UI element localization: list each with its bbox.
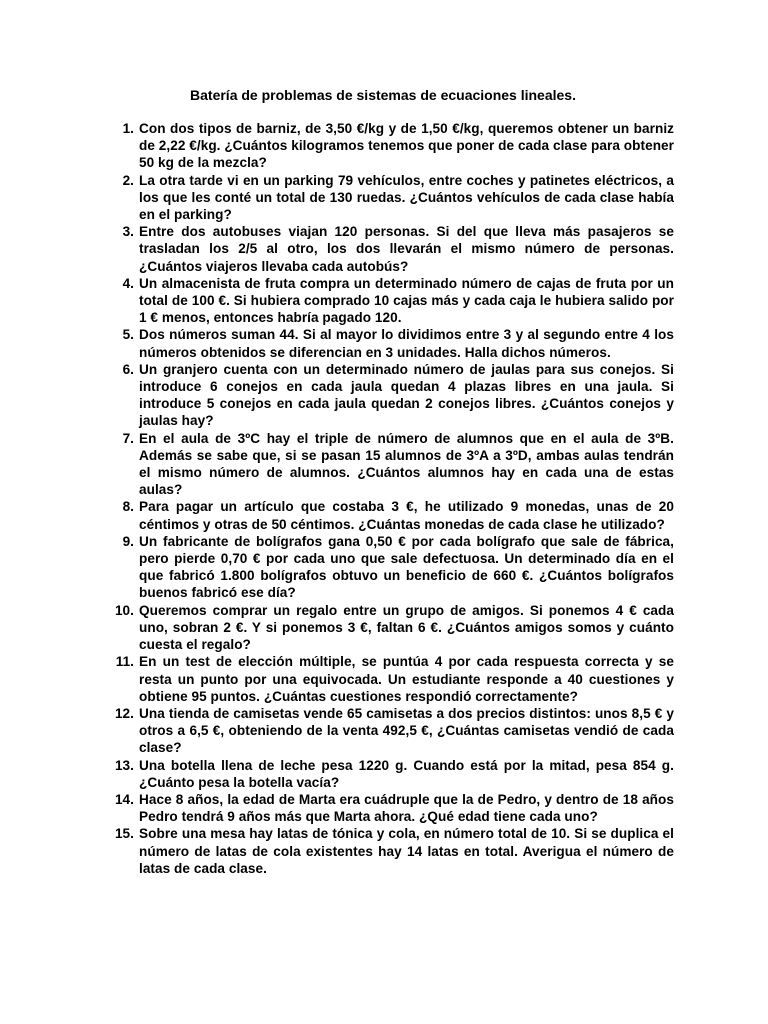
problem-text: Para pagar un artículo que costaba 3 €, he utilizado 9 monedas, unas de 20 céntimos y otras de 50 céntimos. ¿Cuántas monedas de cada clase he utilizado? xyxy=(139,499,674,532)
problem-text: Queremos comprar un regalo entre un grupo de amigos. Si ponemos 4 € cada uno, sobran 2 €. Y si ponemos 3 €, faltan 6 €. ¿Cuántos amigos somos y cuánto cuesta el regalo? xyxy=(139,602,674,653)
document-title xyxy=(0,86,768,104)
problem-number: 1. xyxy=(122,121,134,136)
problem-number: 10. xyxy=(114,602,134,618)
problem-item-2 xyxy=(104,172,674,224)
problem-text: Un fabricante de bolígrafos gana 0,50 € por cada bolígrafo que sale de fábrica, pero pierde 0,70 € por cada uno que sale defectuosa. Un determinado día en el que fabricó 1.800 bolígrafos obtuvo un beneficio de 660 €. ¿Cuántos bolígrafos buenos fabricó ese día? xyxy=(139,533,674,601)
problem-number: 3. xyxy=(122,224,134,240)
problem-text: Un almacenista de fruta compra un determinado número de cajas de fruta por un total de 100 €. Si hubiera comprado 10 cajas más y cada caja le hubiera salido por 1 € menos, entonces habría pagado 120. xyxy=(139,275,674,326)
problem-item-6 xyxy=(104,361,674,430)
problem-text: Sobre una mesa hay latas de tónica y cola, en número total de 10. Si se duplica el número de latas de cola existentes hay 14 latas en total. Averigua el número de latas de cada clase. xyxy=(139,826,674,876)
problem-text: Con dos tipos de barniz, de 3,50 €/kg y de 1,50 €/kg, queremos obtener un barniz de 2,22 €/kg. ¿Cuántos kilogramos tenemos que poner de cada clase para obtener 50 kg de la mezcla? xyxy=(139,121,674,171)
problem-text: Un granjero cuenta con un determinado número de jaulas para sus conejos. Si introduce 6 conejos en cada jaula quedan 4 plazas libres en una jaula. Si introduce 5 conejos en cada jaula quedan 2 conejos libres. ¿Cuántos conejos y jaulas hay? xyxy=(139,361,674,429)
problem-number: 5. xyxy=(122,327,134,343)
problem-text: Dos números suman 44. Si al mayor lo dividimos entre 3 y al segundo entre 4 los números obtenidos se diferencian en 3 unidades. Halla dichos números. xyxy=(139,327,674,360)
problem-number: 6. xyxy=(122,361,134,377)
document-title-text: Batería de problemas de sistemas de ecuaciones lineales. xyxy=(190,87,576,103)
problem-number: 9. xyxy=(122,533,134,549)
problem-item-5 xyxy=(104,326,674,360)
problem-item-11 xyxy=(104,653,674,705)
problem-item-7 xyxy=(104,430,674,499)
problem-item-9 xyxy=(104,533,674,602)
problem-text: La otra tarde vi en un parking 79 vehículos, entre coches y patinetes eléctricos, a los que les conté un total de 130 ruedas. ¿Cuántos vehículos de cada clase había en el parking? xyxy=(139,172,674,223)
problem-item-3 xyxy=(104,223,674,275)
problem-text: Una tienda de camisetas vende 65 camisetas a dos precios distintos: unos 8,5 € y otros a 6,5 €, obteniendo de la venta 492,5 €, ¿Cuántas camisetas vendió de cada clase? xyxy=(139,705,674,756)
problem-text: Una botella llena de leche pesa 1220 g. Cuando está por la mitad, pesa 854 g. ¿Cuánto pesa la botella vacía? xyxy=(139,757,674,790)
problem-number: 11. xyxy=(115,654,134,670)
problem-number: 13. xyxy=(114,757,134,773)
problem-item-14 xyxy=(104,791,674,825)
problem-number: 15. xyxy=(114,826,134,842)
problem-number: 8. xyxy=(122,499,134,515)
problem-number: 12. xyxy=(114,705,134,721)
problem-number: 7. xyxy=(122,430,134,446)
problem-number: 4. xyxy=(122,275,134,291)
problem-item-15 xyxy=(104,825,674,877)
problem-item-10 xyxy=(104,602,674,654)
problem-number: 14. xyxy=(114,791,134,807)
problem-number: 2. xyxy=(122,172,134,188)
problem-text: Hace 8 años, la edad de Marta era cuádruple que la de Pedro, y dentro de 18 años Pedro tendrá 9 años más que Marta ahora. ¿Qué edad tiene cada uno? xyxy=(139,791,674,825)
problem-list xyxy=(104,120,674,877)
problem-item-13 xyxy=(104,757,674,791)
problem-text: En un test de elección múltiple, se puntúa 4 por cada respuesta correcta y se resta un punto por una equivocada. Un estudiante responde a 40 cuestiones y obtiene 95 puntos. ¿Cuántas cuestiones respondió correctamente? xyxy=(139,654,674,704)
problem-item-8 xyxy=(104,498,674,532)
problem-text: Entre dos autobuses viajan 120 personas. Si del que lleva más pasajeros se trasladan los 2/5 al otro, los dos llevarán el mismo número de personas. ¿Cuántos viajeros llevaba cada autobús? xyxy=(139,224,674,274)
problem-item-1 xyxy=(104,120,674,172)
problem-item-12 xyxy=(104,705,674,757)
problem-text: En el aula de 3ºC hay el triple de número de alumnos que en el aula de 3ºB. Además se sabe que, si se pasan 15 alumnos de 3ºA a 3ºD, ambas aulas tendrán el mismo número de alumnos. ¿Cuántos alumnos hay en cada una de estas aulas? xyxy=(139,430,674,498)
problem-item-4 xyxy=(104,275,674,327)
